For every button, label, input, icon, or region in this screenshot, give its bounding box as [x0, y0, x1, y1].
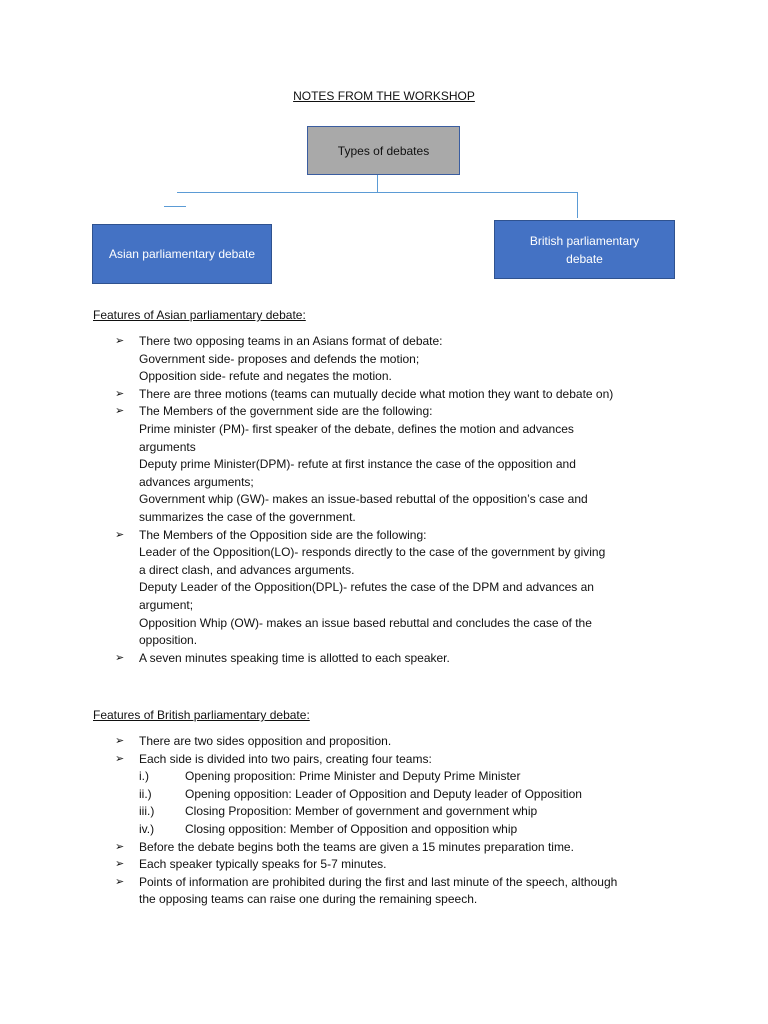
diagram-left-label: Asian parliamentary debate: [108, 247, 256, 261]
list-item-text: There are two sides opposition and proposition.: [139, 734, 392, 748]
arrow-bullet-icon: ➢: [115, 858, 125, 871]
list-item-text: summarizes the case of the government.: [139, 509, 356, 524]
list-item-text: Opposition side- refute and negates the motion.: [139, 369, 392, 384]
asian-section-heading: Features of Asian parliamentary debate:: [93, 308, 306, 322]
list-item: [115, 333, 685, 386]
list-item: [115, 650, 685, 668]
list-item-text: Each speaker typically speaks for 5-7 minutes.: [139, 857, 387, 872]
list-item-text: Points of information are prohibited during the first and last minute of the speech, although: [139, 874, 618, 889]
arrow-bullet-icon: ➢: [115, 735, 125, 747]
sub-item-text: Closing opposition: Member of Opposition and opposition whip: [185, 821, 518, 836]
list-item-text: Opposition Whip (OW)- makes an issue based rebuttal and concludes the case of the: [139, 615, 592, 630]
arrow-bullet-icon: ➢: [115, 528, 125, 541]
connector-stub-left: [164, 206, 186, 207]
list-item-text: advances arguments;: [139, 474, 254, 489]
list-item-text: Each side is divided into two pairs, creating four teams:: [139, 751, 432, 766]
connector-vertical-root: [377, 175, 378, 192]
arrow-bullet-icon: ➢: [115, 387, 125, 400]
list-item-text: opposition.: [139, 633, 198, 648]
diagram-root-label: Types of debates: [337, 143, 430, 158]
sub-item-text: Opening proposition: Prime Minister and Deputy Prime Minister: [185, 769, 521, 784]
list-item: [115, 527, 685, 650]
arrow-bullet-icon: ➢: [115, 840, 125, 853]
numbered-sub-item: [139, 803, 685, 821]
sub-item-text: Closing Proposition: Member of government and government whip: [185, 804, 538, 819]
british-section-heading: Features of British parliamentary debate:: [93, 708, 310, 722]
list-item: [115, 839, 685, 857]
list-item-text: Deputy Leader of the Opposition(DPL)- refutes the case of the DPM and advances an: [139, 580, 594, 595]
list-item-text: Government whip (GW)- makes an issue-based rebuttal of the opposition’s case and: [139, 492, 588, 507]
list-item: [115, 386, 685, 404]
list-item-text: arguments: [139, 439, 196, 454]
list-item: [115, 874, 685, 909]
sub-item-text: Opening opposition: Leader of Opposition and Deputy leader of Opposition: [185, 786, 582, 801]
arrow-bullet-icon: ➢: [115, 405, 125, 418]
arrow-bullet-icon: ➢: [115, 752, 125, 765]
list-item-text: The Members of the government side are the following:: [139, 404, 433, 419]
list-item-text: the opposing teams can raise one during the remaining speech.: [139, 892, 478, 907]
list-item: [115, 751, 685, 769]
sub-item-number: i.): [139, 769, 149, 784]
diagram-left-box: [92, 224, 272, 284]
page-title: NOTES FROM THE WORKSHOP: [293, 89, 475, 103]
diagram-root-box: [307, 126, 460, 175]
asian-feature-list: [115, 333, 685, 667]
list-item-text: There are three motions (teams can mutually decide what motion they want to debate on): [139, 386, 614, 401]
numbered-sub-item: [139, 786, 685, 804]
british-feature-list: [115, 733, 685, 909]
arrow-bullet-icon: ➢: [115, 875, 125, 888]
connector-vertical-right: [577, 192, 578, 218]
numbered-sub-item: [139, 821, 685, 839]
sub-item-number: iv.): [139, 821, 155, 836]
list-item: [115, 733, 685, 751]
list-item-text: argument;: [139, 597, 194, 612]
list-item-text: Before the debate begins both the teams are given a 15 minutes preparation time.: [139, 839, 574, 854]
list-item: [115, 403, 685, 526]
diagram-right-label: British parliamentary debate: [529, 233, 640, 266]
list-item-text: Prime minister (PM)- first speaker of the debate, defines the motion and advances: [139, 421, 574, 436]
list-item-text: Deputy prime Minister(DPM)- refute at first instance the case of the opposition and: [139, 457, 576, 472]
list-item-text: The Members of the Opposition side are the following:: [139, 527, 427, 542]
sub-item-number: ii.): [139, 786, 152, 801]
numbered-sub-item: [139, 768, 685, 786]
list-item-text: a direct clash, and advances arguments.: [139, 562, 355, 577]
arrow-bullet-icon: ➢: [115, 651, 125, 664]
sub-item-number: iii.): [139, 804, 155, 819]
diagram-right-box: [494, 220, 675, 279]
list-item-text: There two opposing teams in an Asians format of debate:: [139, 334, 443, 348]
connector-horizontal: [177, 192, 578, 193]
arrow-bullet-icon: ➢: [115, 335, 125, 347]
list-item: [115, 856, 685, 874]
list-item-text: Leader of the Opposition(LO)- responds directly to the case of the government by giving: [139, 545, 606, 560]
list-item-text: A seven minutes speaking time is allotted to each speaker.: [139, 650, 450, 665]
list-item-text: Government side- proposes and defends the motion;: [139, 351, 420, 366]
